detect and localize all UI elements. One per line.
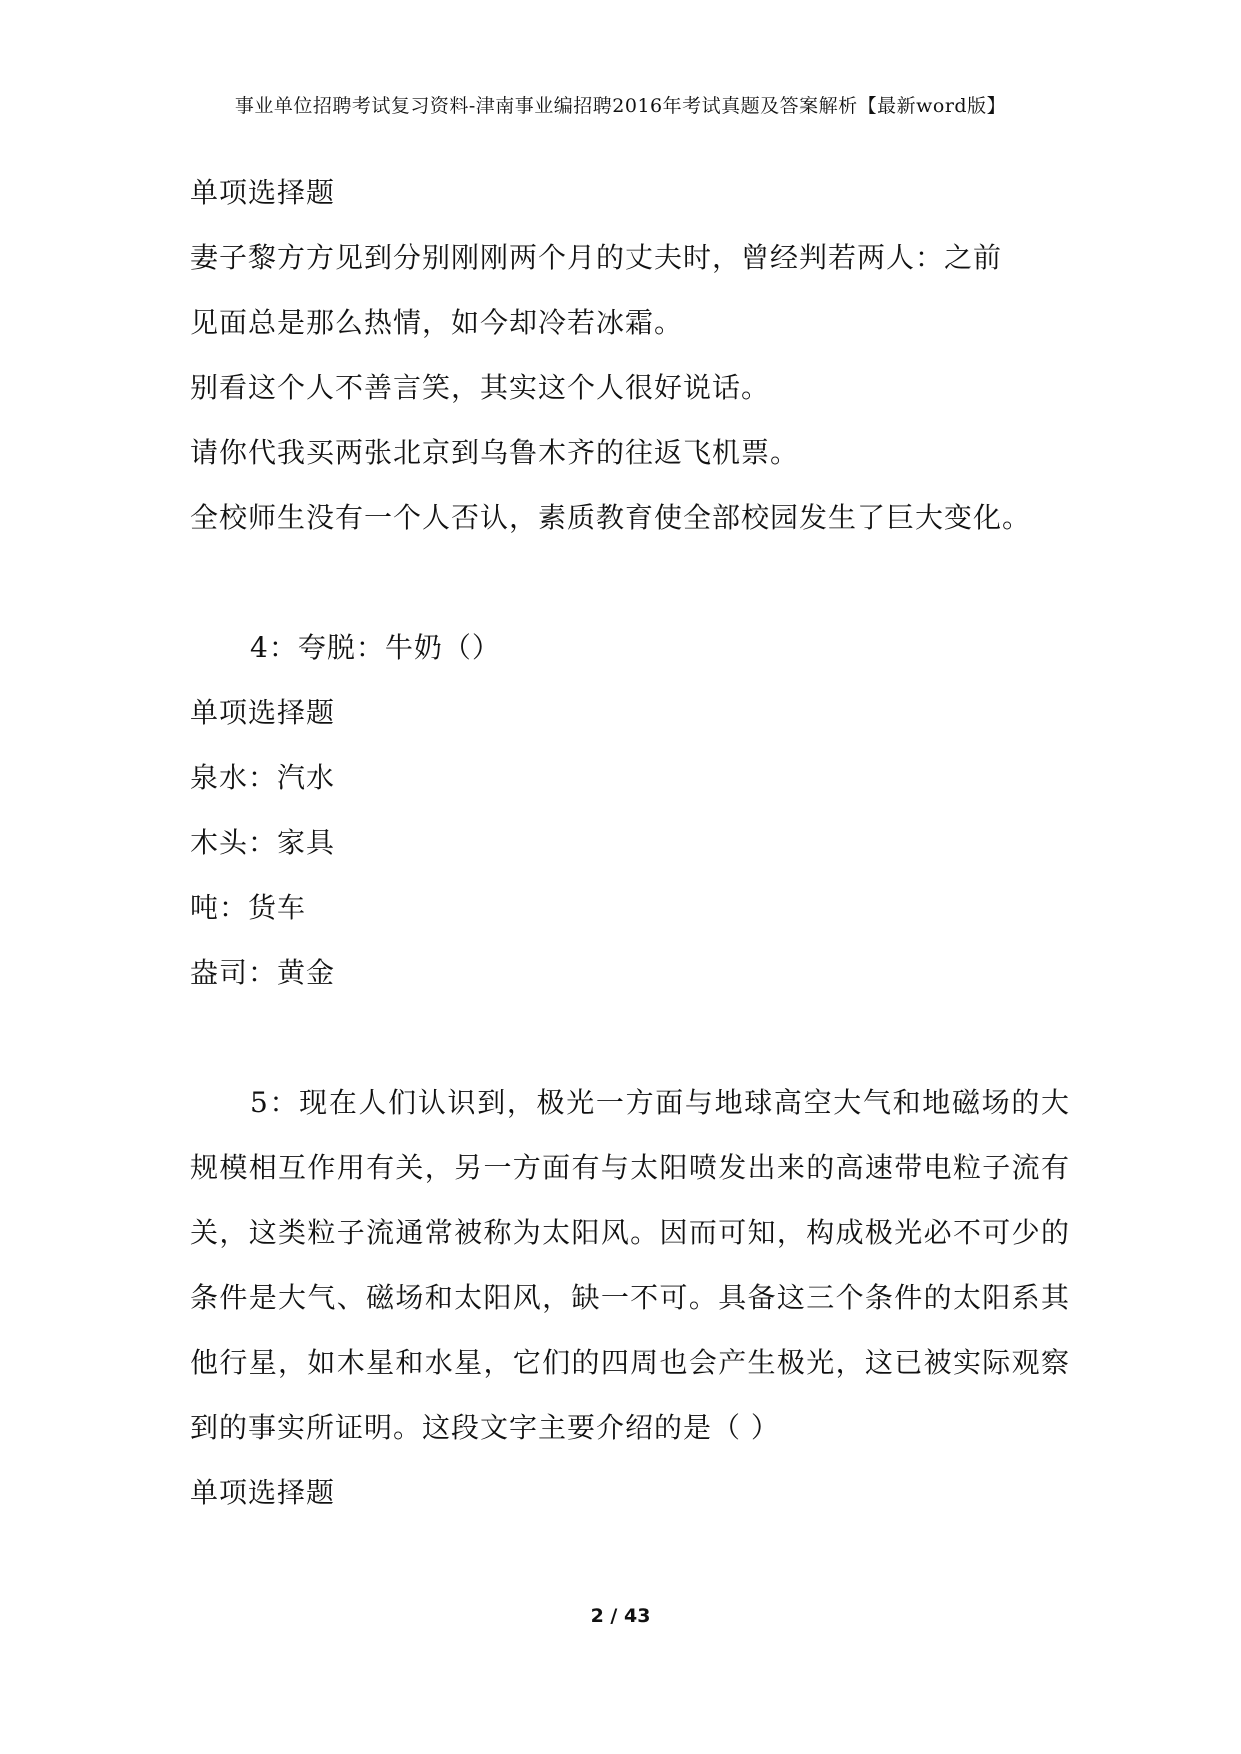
question-type-label: 单项选择题 xyxy=(190,696,336,729)
question-type-label: 单项选择题 xyxy=(190,1476,336,1509)
page-content xyxy=(190,160,1070,1525)
option-line: 妻子黎方方见到分别刚刚两个月的丈夫时，曾经判若两人：之前 xyxy=(190,241,1003,274)
option-line: 请你代我买两张北京到乌鲁木齐的往返飞机票。 xyxy=(190,436,800,469)
option-line: 别看这个人不善言笑，其实这个人很好说话。 xyxy=(190,371,771,404)
spacer xyxy=(190,1005,1070,1070)
page-number: 2 / 43 xyxy=(590,1605,651,1627)
option-line: 泉水：汽水 xyxy=(190,761,336,794)
question-4-stem: 4：夸脱：牛奶（） xyxy=(250,631,501,664)
option-line: 见面总是那么热情，如今却冷若冰霜。 xyxy=(190,306,684,339)
option-line: 全校师生没有一个人否认，素质教育使全部校园发生了巨大变化。 xyxy=(190,501,1032,534)
question-type-label: 单项选择题 xyxy=(190,176,336,209)
option-line: 木头：家具 xyxy=(190,826,336,859)
option-line: 吨：货车 xyxy=(190,891,307,924)
question-5-stem: 5：现在人们认识到，极光一方面与地球高空大气和地磁场的大规模相互作用有关，另一方面有与太阳喷发出来的高速带电粒子流有关，这类粒子流通常被称为太阳风。因而可知，构成极光必不可少的条件是大气、磁场和太阳风，缺一不可。具备这三个条件的太阳系其他行星，如木星和水星，它们的四周也会产生极光，这已被实际观察到的事实所证明。这段文字主要介绍的是（ ） xyxy=(190,1086,1070,1444)
spacer xyxy=(190,550,1070,615)
document-header: 事业单位招聘考试复习资料-津南事业编招聘2016年考试真题及答案解析【最新word版】 xyxy=(234,95,1007,117)
option-line: 盎司：黄金 xyxy=(190,956,336,989)
